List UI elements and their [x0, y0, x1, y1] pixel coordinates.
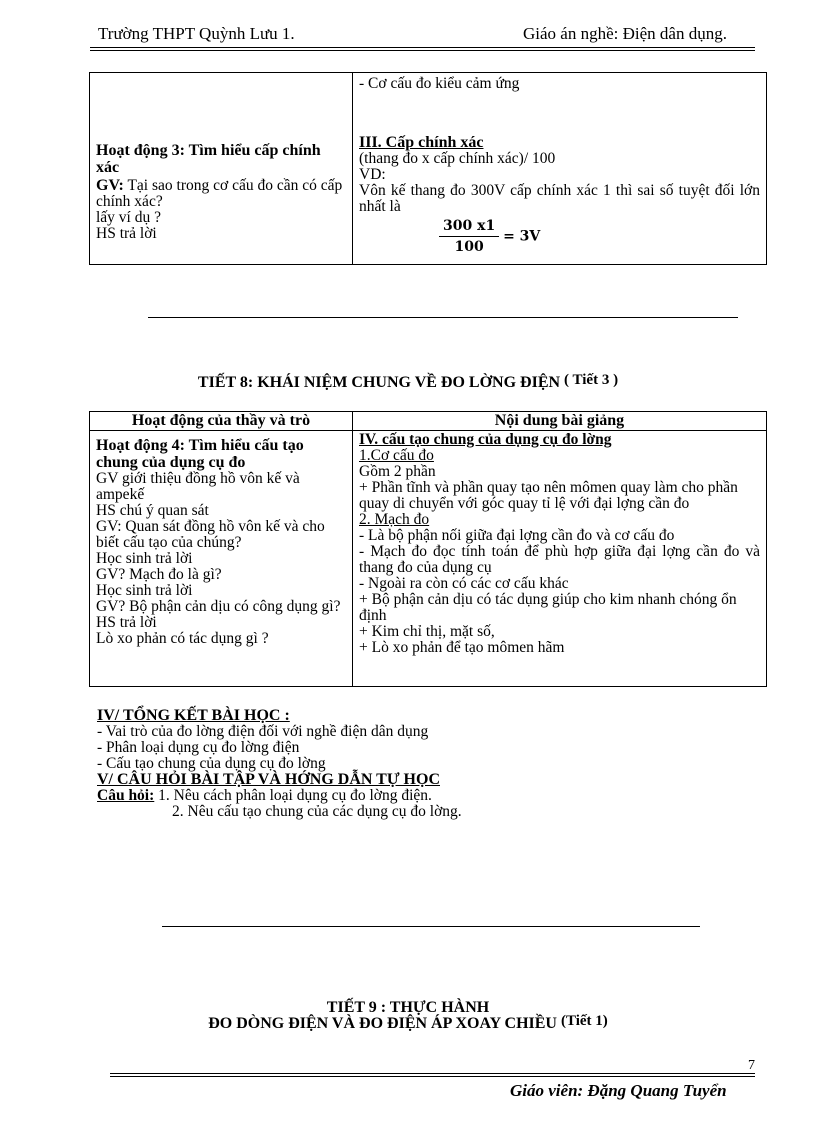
gv-label: GV: — [96, 177, 124, 194]
header-rule — [90, 47, 755, 48]
activity3-question-text: Tại sao trong cơ cấu đo cần có cấp chính xác? — [96, 177, 343, 210]
tiet8-heading — [0, 374, 816, 392]
questions-title: V/ CÂU HỎI BÀI TẬP VÀ HỚNG DẪN TỰ HỌC — [97, 771, 440, 788]
tiet8-title: TIẾT 8: KHÁI NIỆM CHUNG VỀ ĐO LỜNG ĐIỆN — [197, 374, 561, 391]
activity3-line4: HS trả lời — [96, 225, 157, 242]
summary-item: - Phân loại dụng cụ đo lờng điện — [97, 739, 300, 756]
col-header-content: Nội dung bài giảng — [353, 412, 767, 431]
questions-label: Câu hỏi: — [97, 787, 155, 804]
col-header-activity: Hoạt động của thầy và trò — [90, 412, 353, 431]
question-1-text: 1. Nêu cách phân loại dụng cụ đo lờng điện. — [154, 787, 432, 804]
tiet9-heading — [0, 1000, 816, 1032]
activity4-line: Lò xo phản có tác dụng gì ? — [96, 630, 269, 647]
content-line: - Ngoài ra còn có các cơ cấu khác — [359, 575, 569, 592]
sub-circuit: 2. Mạch đo — [359, 511, 430, 528]
header-rule-2 — [90, 50, 755, 51]
activity4-line: Học sinh trả lời — [96, 582, 193, 599]
activity4-line: GV: Quan sát đồng hồ vôn kế và cho biết cấu tạo của chúng? — [96, 518, 325, 551]
content-line: + Phần tĩnh và phần quay tạo nên mômen quay làm cho phần quay di chuyển với góc quay tỉ lệ với đại lợng cần đo — [359, 479, 738, 512]
equation-numerator: 300 x1 — [439, 218, 499, 237]
activity3-question — [96, 178, 346, 210]
teacher-name: Giáo viên: Đặng Quang Tuyển — [510, 1081, 727, 1100]
question-2: 2. Nêu cấu tạo chung của các dụng cụ đo lờng. — [172, 803, 462, 820]
activity4-line: Học sinh trả lời — [96, 550, 193, 567]
content-line: - Là bộ phận nối giữa đại lợng cần đo và cơ cấu đo — [359, 527, 675, 544]
equation-result: = 3V — [503, 228, 541, 245]
header-school: Trường THPT Quỳnh Lưu 1. — [98, 24, 295, 43]
activity4-line: HS trả lời — [96, 614, 157, 631]
summary-item: - Vai trò của đo lờng điện đối với nghề điện dân dụng — [97, 723, 429, 740]
tiet9-line1: TIẾT 9 : THỰC HÀNH — [326, 999, 490, 1016]
tiet8-suffix: ( Tiết 3 ) — [564, 372, 619, 388]
header-subject: Giáo án nghề: Điện dân dụng. — [523, 24, 727, 43]
content-line: Gồm 2 phần — [359, 463, 436, 480]
example-equation — [359, 218, 760, 255]
example-text: Vôn kế thang đo 300V cấp chính xác 1 thì sai số tuyệt đối lớn nhất là — [359, 182, 760, 215]
table-activity-4 — [89, 411, 767, 687]
separator-2 — [162, 926, 700, 927]
question-1 — [97, 788, 462, 804]
content-line: - Mạch đo đọc tính toán để phù hợp giữa đại lợng cần đo và thang đo của dụng cụ — [359, 543, 760, 576]
page-number: 7 — [748, 1058, 755, 1073]
sensor-mechanism-item: - Cơ cấu đo kiểu cảm ứng — [359, 75, 520, 92]
accuracy-formula: (thang đo x cấp chính xác)/ 100 — [359, 150, 556, 167]
activity4-line: GV? Mạch đo là gì? — [96, 566, 222, 583]
table2-left-cell — [90, 431, 353, 687]
tiet9-line2-wrap — [0, 1013, 816, 1032]
content-line: + Bộ phận cản dịu có tác dụng giúp cho kim nhanh chóng ổn định — [359, 591, 737, 624]
content-line: + Kim chỉ thị, mặt số, — [359, 623, 495, 640]
equation-denominator: 100 — [454, 239, 484, 255]
section-structure: IV. cấu tạo chung của dụng cụ đo lờng — [359, 431, 612, 448]
summary-title: IV/ TỔNG KẾT BÀI HỌC : — [97, 707, 290, 724]
activity3-title: Hoạt động 3: Tìm hiểu cấp chính xác — [96, 142, 321, 176]
tiet9-suffix: (Tiết 1) — [560, 1013, 608, 1029]
sub-mechanism: 1.Cơ cấu đo — [359, 447, 434, 464]
table-activity-3 — [89, 72, 767, 265]
footer-rule — [110, 1073, 755, 1074]
example-label: VD: — [359, 166, 386, 183]
summary-block — [97, 708, 462, 820]
separator-1 — [148, 317, 738, 318]
table2-right-cell — [353, 431, 767, 687]
activity4-line: GV? Bộ phận cản dịu có công dụng gì? — [96, 598, 341, 615]
table1-right-cell — [353, 73, 767, 265]
footer-rule-2 — [110, 1076, 755, 1077]
equation-fraction — [439, 218, 499, 255]
table1-left-cell — [90, 73, 353, 265]
activity4-line: GV giới thiệu đồng hồ vôn kế và ampekế — [96, 470, 300, 503]
section-accuracy-class: III. Cấp chính xác — [359, 134, 484, 151]
activity4-title: Hoạt động 4: Tìm hiểu cấu tạo chung của dụng cụ đo — [96, 437, 304, 471]
content-line: + Lò xo phản để tạo mômen hãm — [359, 639, 565, 656]
activity3-line3: lấy ví dụ ? — [96, 209, 161, 226]
summary-item: - Cấu tạo chung của dụng cụ đo lờng — [97, 755, 326, 772]
tiet9-line2: ĐO DÒNG ĐIỆN VÀ ĐO ĐIỆN ÁP XOAY CHIỀU — [208, 1015, 557, 1032]
activity4-line: HS chú ý quan sát — [96, 502, 209, 519]
